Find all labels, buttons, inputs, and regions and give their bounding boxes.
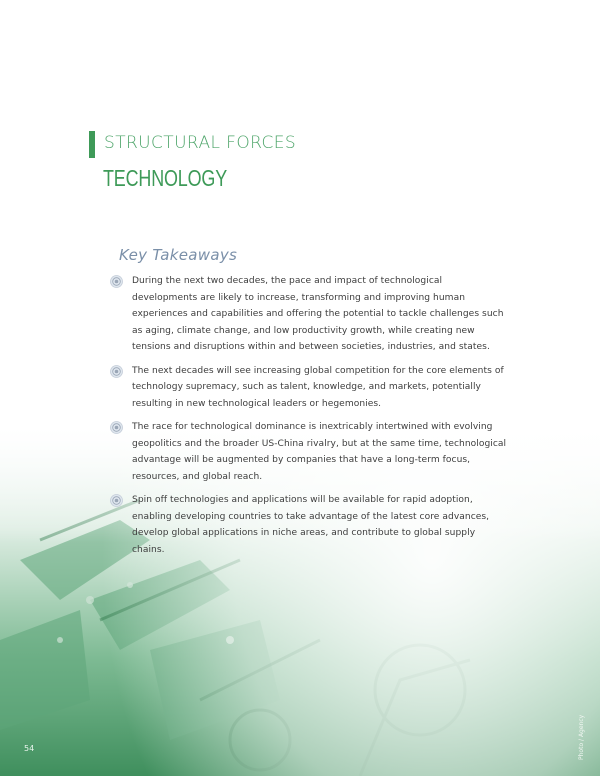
key-takeaways-list (110, 273, 510, 565)
page-number: 54 (24, 744, 35, 753)
target-bullet-icon (110, 275, 123, 288)
target-bullet-icon (110, 421, 123, 434)
takeaway-text: Spin off technologies and applications will be available for rapid adoption, enabling developing countries to take advantage of the latest core advances, develop global applications in niche areas, and contribute to global supply chains. (132, 495, 490, 555)
section-accent-bar (89, 131, 95, 158)
takeaway-text: During the next two decades, the pace and impact of technological developments are likely to increase, transforming and improving human experiences and capabilities and offering the potential to tackle challenges such as aging, climate change, and low productivity growth, while creating new tensions and disruptions within and between societies, industries, and states. (132, 276, 504, 352)
section-kicker: STRUCTURAL FORCES (104, 133, 297, 153)
list-item (110, 363, 510, 413)
target-bullet-icon (110, 365, 123, 378)
list-item (110, 419, 510, 485)
key-takeaways-heading: Key Takeaways (119, 246, 238, 264)
takeaway-text: The race for technological dominance is inextricably intertwined with evolving geopolitics and the broader US-China rivalry, but at the same time, technological advantage will be augmented by companies that have a long-term focus, resources, and global reach. (132, 422, 507, 482)
target-bullet-icon (110, 494, 123, 507)
takeaway-text: The next decades will see increasing global competition for the core elements of technology supremacy, such as talent, knowledge, and markets, potentially resulting in new technological leaders or hegemonies. (132, 365, 504, 409)
list-item (110, 273, 510, 356)
photo-credit: Photo / Agency (578, 714, 585, 760)
page-title: TECHNOLOGY (103, 165, 228, 191)
list-item (110, 492, 510, 558)
